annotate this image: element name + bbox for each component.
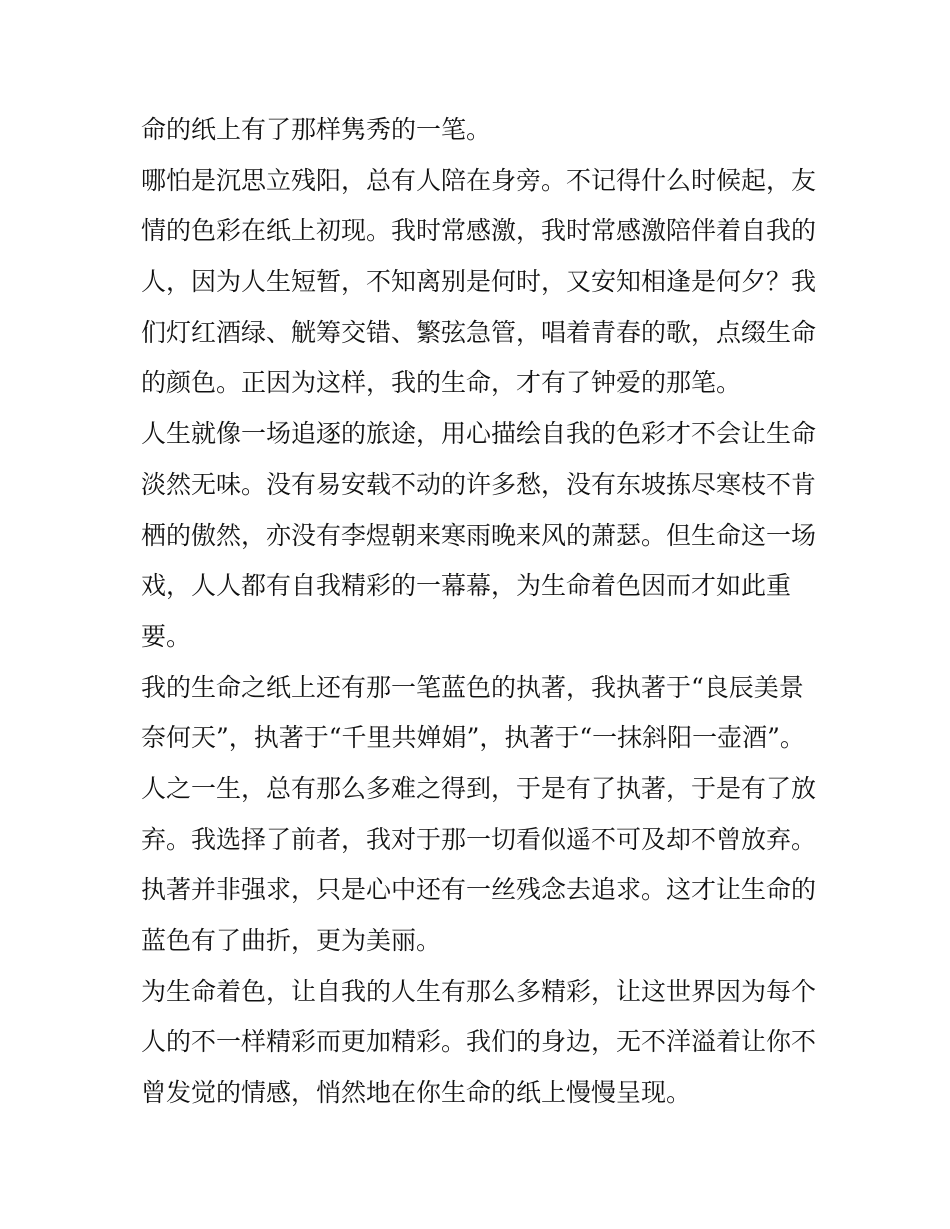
text-line: 栖的傲然，亦没有李煜朝来寒雨晚来风的萧瑟。但生命这一场	[141, 520, 817, 550]
text-line: 我的生命之纸上还有那一笔蓝色的执著，我执著于“良辰美景	[141, 672, 804, 702]
text-line: 人的不一样精彩而更加精彩。我们的身边，无不洋溢着让你不	[141, 1027, 817, 1057]
text-line: 弃。我选择了前者，我对于那一切看似遥不可及却不曾放弃。	[141, 824, 817, 854]
text-line: 的颜色。正因为这样，我的生命，才有了钟爱的那笔。	[141, 368, 742, 398]
text-line: 人，因为人生短暂，不知离别是何时，又安知相逢是何夕？我	[141, 267, 817, 297]
text-line: 们灯红酒绿、觥筹交错、繁弦急管，唱着青春的歌，点缀生命	[141, 317, 817, 347]
text-line: 命的纸上有了那样隽秀的一笔。	[141, 115, 492, 144]
text-line: 哪怕是沉思立残阳，总有人陪在身旁。不记得什么时候起，友	[141, 165, 817, 195]
text-line: 曾发觉的情感，悄然地在你生命的纸上慢慢呈现。	[141, 1078, 692, 1108]
text-line: 为生命着色，让自我的人生有那么多精彩，让这世界因为每个	[141, 976, 817, 1006]
text-line: 执著并非强求，只是心中还有一丝残念去追求。这才让生命的	[141, 875, 817, 905]
text-line: 淡然无味。没有易安载不动的许多愁，没有东坡拣尽寒枝不肯	[141, 469, 817, 499]
text-line: 蓝色有了曲折，更为美丽。	[141, 926, 442, 955]
text-line: 戏，人人都有自我精彩的一幕幕，为生命着色因而才如此重	[141, 571, 792, 601]
text-line: 人生就像一场追逐的旅途，用心描绘自我的色彩才不会让生命	[141, 419, 817, 449]
text-line: 要。	[141, 621, 192, 651]
text-line: 人之一生，总有那么多难之得到，于是有了执著，于是有了放	[141, 773, 817, 803]
text-line: 情的色彩在纸上初现。我时常感激，我时常感激陪伴着自我的	[141, 216, 817, 246]
text-line: 奈何天”，执著于“千里共婵娟”，执著于“一抹斜阳一壶酒”。	[141, 723, 805, 753]
body-text	[141, 105, 821, 1119]
